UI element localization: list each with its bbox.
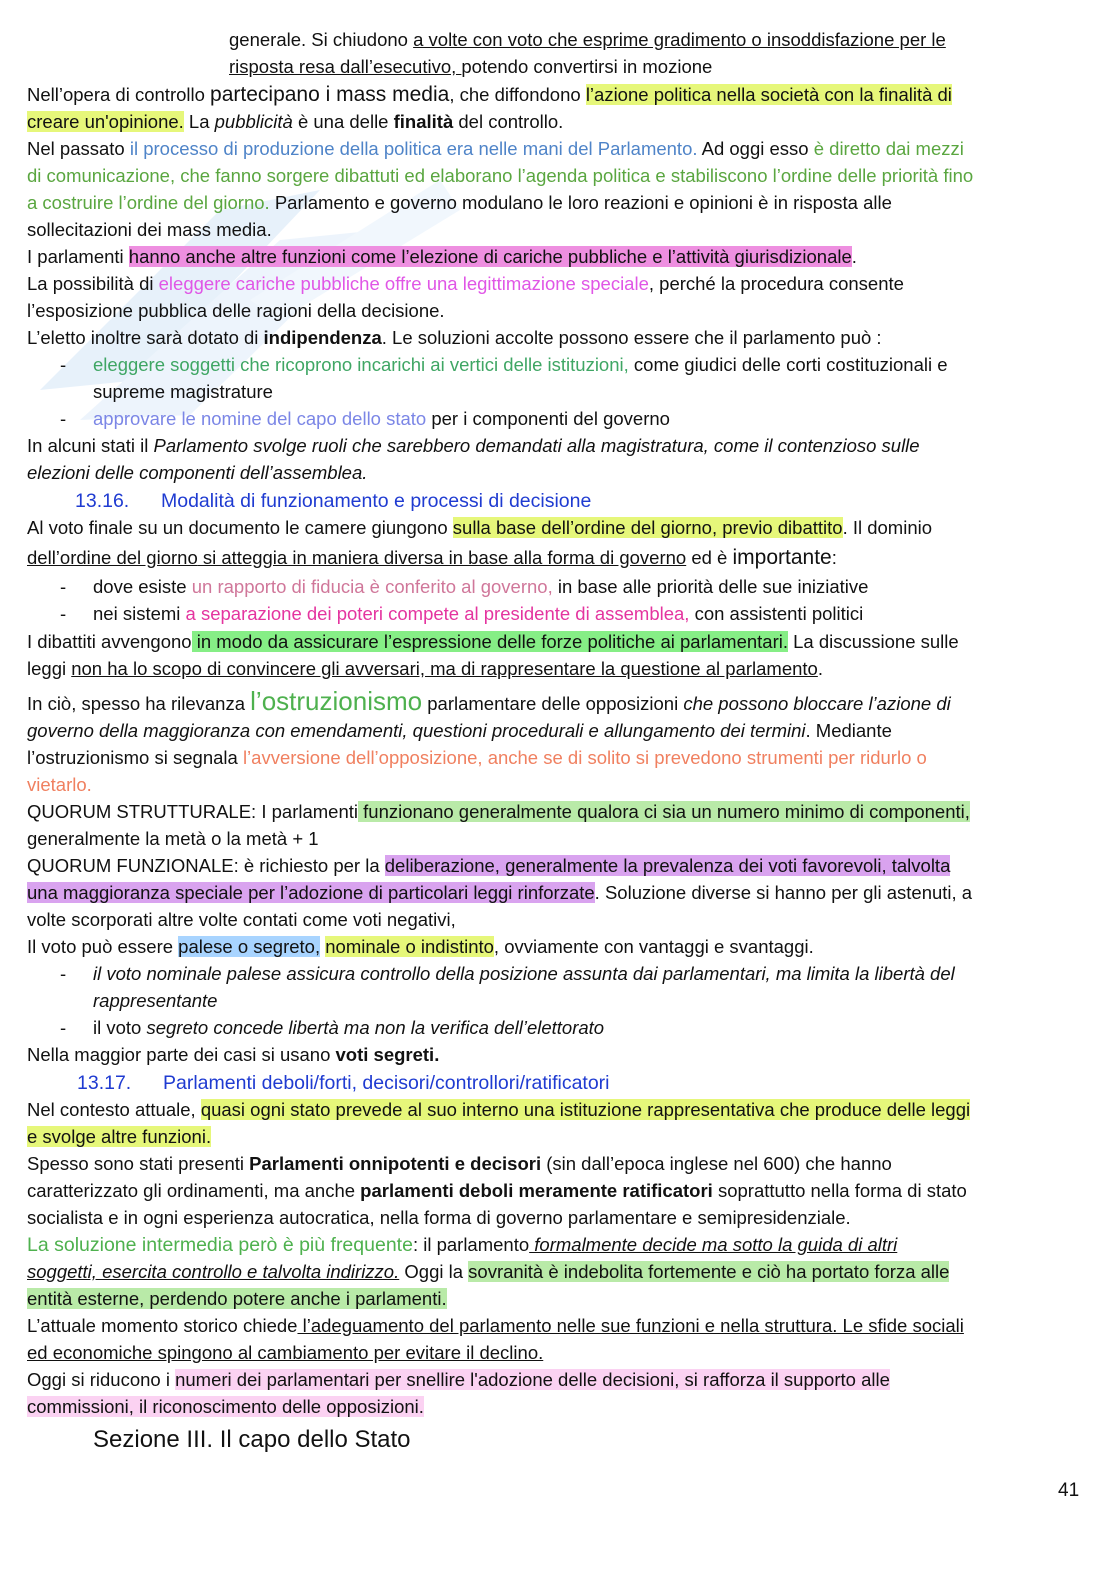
text-line: L’attuale momento storico chiede l’adeguamento del parlamento nelle sue funzioni e nella struttura. Le sfide sociali [27,1315,964,1336]
list-bullet: - [60,963,67,984]
section-title: Sezione III. Il capo dello Stato [93,1426,411,1453]
text-line: ed economiche spingono al cambiamento per evitare il declino. [27,1342,544,1363]
text-line: L’eletto inoltre sarà dotato di indipendenza. Le soluzioni accolte possono essere che il parlamento può : [27,327,882,348]
section-heading-13-16: 13.16. Modalità di funzionamento e processi di decisione [75,490,592,512]
list-bullet: - [60,603,67,624]
text-line: entità esterne, perdendo potere anche i parlamenti. [27,1288,447,1309]
text-line: Al voto finale su un documento le camere giungono sulla base dell’ordine del giorno, previo dibattito. Il dominio [27,517,933,538]
list-bullet: - [60,576,67,597]
list-item: eleggere soggetti che ricoprono incarichi ai vertici delle istituzioni, come giudici delle corti costituzionali e [93,354,948,375]
text-line: l’esposizione pubblica delle ragioni della decisione. [27,300,445,321]
text-line: La soluzione intermedia però è più frequente: il parlamento formalmente decide ma sotto la guida di altri [27,1234,898,1256]
text-line: Oggi si riducono i numeri dei parlamentari per snellire l'adozione delle decisioni, si rafforza il supporto alle [27,1369,890,1390]
list-item: rappresentante [93,990,218,1011]
text-line: In ciò, spesso ha rilevanza l’ostruzionismo parlamentare delle opposizioni che possono bloccare l’azione di [27,686,951,716]
text-line: commissioni, il riconoscimento delle opposizioni. [27,1396,424,1417]
text-line: una maggioranza speciale per l’adozione di particolari leggi rinforzate. Soluzione diverse si hanno per gli astenuti, a [27,882,973,903]
list-item: dove esiste un rapporto di fiducia è conferito al governo, in base alle priorità delle sue iniziative [93,576,869,597]
list-item: nei sistemi a separazione dei poteri compete al presidente di assemblea, con assistenti politici [93,603,864,624]
text-line: Nell’opera di controllo partecipano i mass media, che diffondono l’azione politica nella società con la finalità di [27,83,952,106]
text-line: I parlamenti hanno anche altre funzioni come l’elezione di cariche pubbliche e l’attività giurisdizionale. [27,246,857,267]
text-line: QUORUM FUNZIONALE: è richiesto per la deliberazione, generalmente la prevalenza dei voti favorevoli, talvolta [27,855,951,876]
text-line: I dibattiti avvengono in modo da assicurare l’espressione delle forze politiche ai parlamentari. La discussione sulle [27,631,959,652]
list-item: approvare le nomine del capo dello stato per i componenti del governo [93,408,670,429]
text-line: e svolge altre funzioni. [27,1126,212,1147]
text-line: Il voto può essere palese o segreto, nominale o indistinto, ovviamente con vantaggi e svantaggi. [27,936,814,957]
text-line: La possibilità di eleggere cariche pubbliche offre una legittimazione speciale, perché la procedura consente [27,273,904,294]
text-line: dell’ordine del giorno si atteggia in maniera diversa in base alla forma di governo ed è importante: [27,546,837,569]
list-item: supreme magistrature [93,381,273,402]
text-line: soggetti, esercita controllo e talvolta indirizzo. Oggi la sovranità è indebolita fortemente e ciò ha portato forza alle [27,1261,950,1282]
list-item: il voto segreto concede libertà ma non la verifica dell’elettorato [93,1017,605,1038]
page-number: 41 [1058,1480,1080,1501]
text-line: sollecitazioni dei mass media. [27,219,272,240]
text-line: Nella maggior parte dei casi si usano voti segreti. [27,1044,440,1065]
list-item: il voto nominale palese assicura controllo della posizione assunta dai parlamentari, ma limita la libertà del [93,963,955,984]
text-line: Nel passato il processo di produzione della politica era nelle mani del Parlamento. Ad oggi esso è diretto dai mezzi [27,138,964,159]
text-line: vietarlo. [27,774,92,795]
text-line: governo della maggioranza con emendamenti, questioni procedurali e allungamento dei termini. Mediante [27,720,892,741]
text-line: generale. Si chiudono a volte con voto che esprime gradimento o insoddisfazione per le [229,29,946,50]
text-line: Nel contesto attuale, quasi ogni stato prevede al suo interno una istituzione rappresentativa che produce delle leggi [27,1099,971,1120]
text-line: volte scorporati altre volte contati come voti negativi, [27,909,456,930]
text-line: elezioni delle componenti dell’assemblea. [27,462,368,483]
text-line: Spesso sono stati presenti Parlamenti onnipotenti e decisori (sin dall’epoca inglese nel 600) che hanno [27,1153,892,1174]
text-line: caratterizzato gli ordinamenti, ma anche parlamenti deboli meramente ratificatori soprattutto nella forma di stato [27,1180,967,1201]
text-line: creare un'opinione. La pubblicità è una delle finalità del controllo. [27,111,564,132]
text-line: In alcuni stati il Parlamento svolge ruoli che sarebbero demandati alla magistratura, come il contenzioso sulle [27,435,920,456]
text-line: socialista e in ogni esperienza autocratica, nella forma di governo parlamentare e semipresidenziale. [27,1207,851,1228]
list-bullet: - [60,354,67,375]
text-line: l’ostruzionismo si segnala l’avversione dell’opposizione, anche se di solito si prevedono strumenti per ridurlo o [27,747,927,768]
text-line: generalmente la metà o la metà + 1 [27,828,319,849]
text-line: di comunicazione, che fanno sorgere dibattuti ed elaborano l’agenda politica e stabiliscono l’ordine delle priorità fino [27,165,974,186]
text-line: QUORUM STRUTTURALE: I parlamenti funzionano generalmente qualora ci sia un numero minimo di componenti, [27,801,970,822]
text-line: risposta resa dall’esecutivo, potendo convertirsi in mozione [229,56,713,77]
text-line: a costruire l’ordine del giorno. Parlamento e governo modulano le loro reazioni e opinioni è in risposta alle [27,192,892,213]
text-line: leggi non ha lo scopo di convincere gli avversari, ma di rappresentare la questione al parlamento. [27,658,823,679]
list-bullet: - [60,408,67,429]
list-bullet: - [60,1017,67,1038]
section-heading-13-17: 13.17. Parlamenti deboli/forti, decisori/controllori/ratificatori [77,1072,610,1094]
